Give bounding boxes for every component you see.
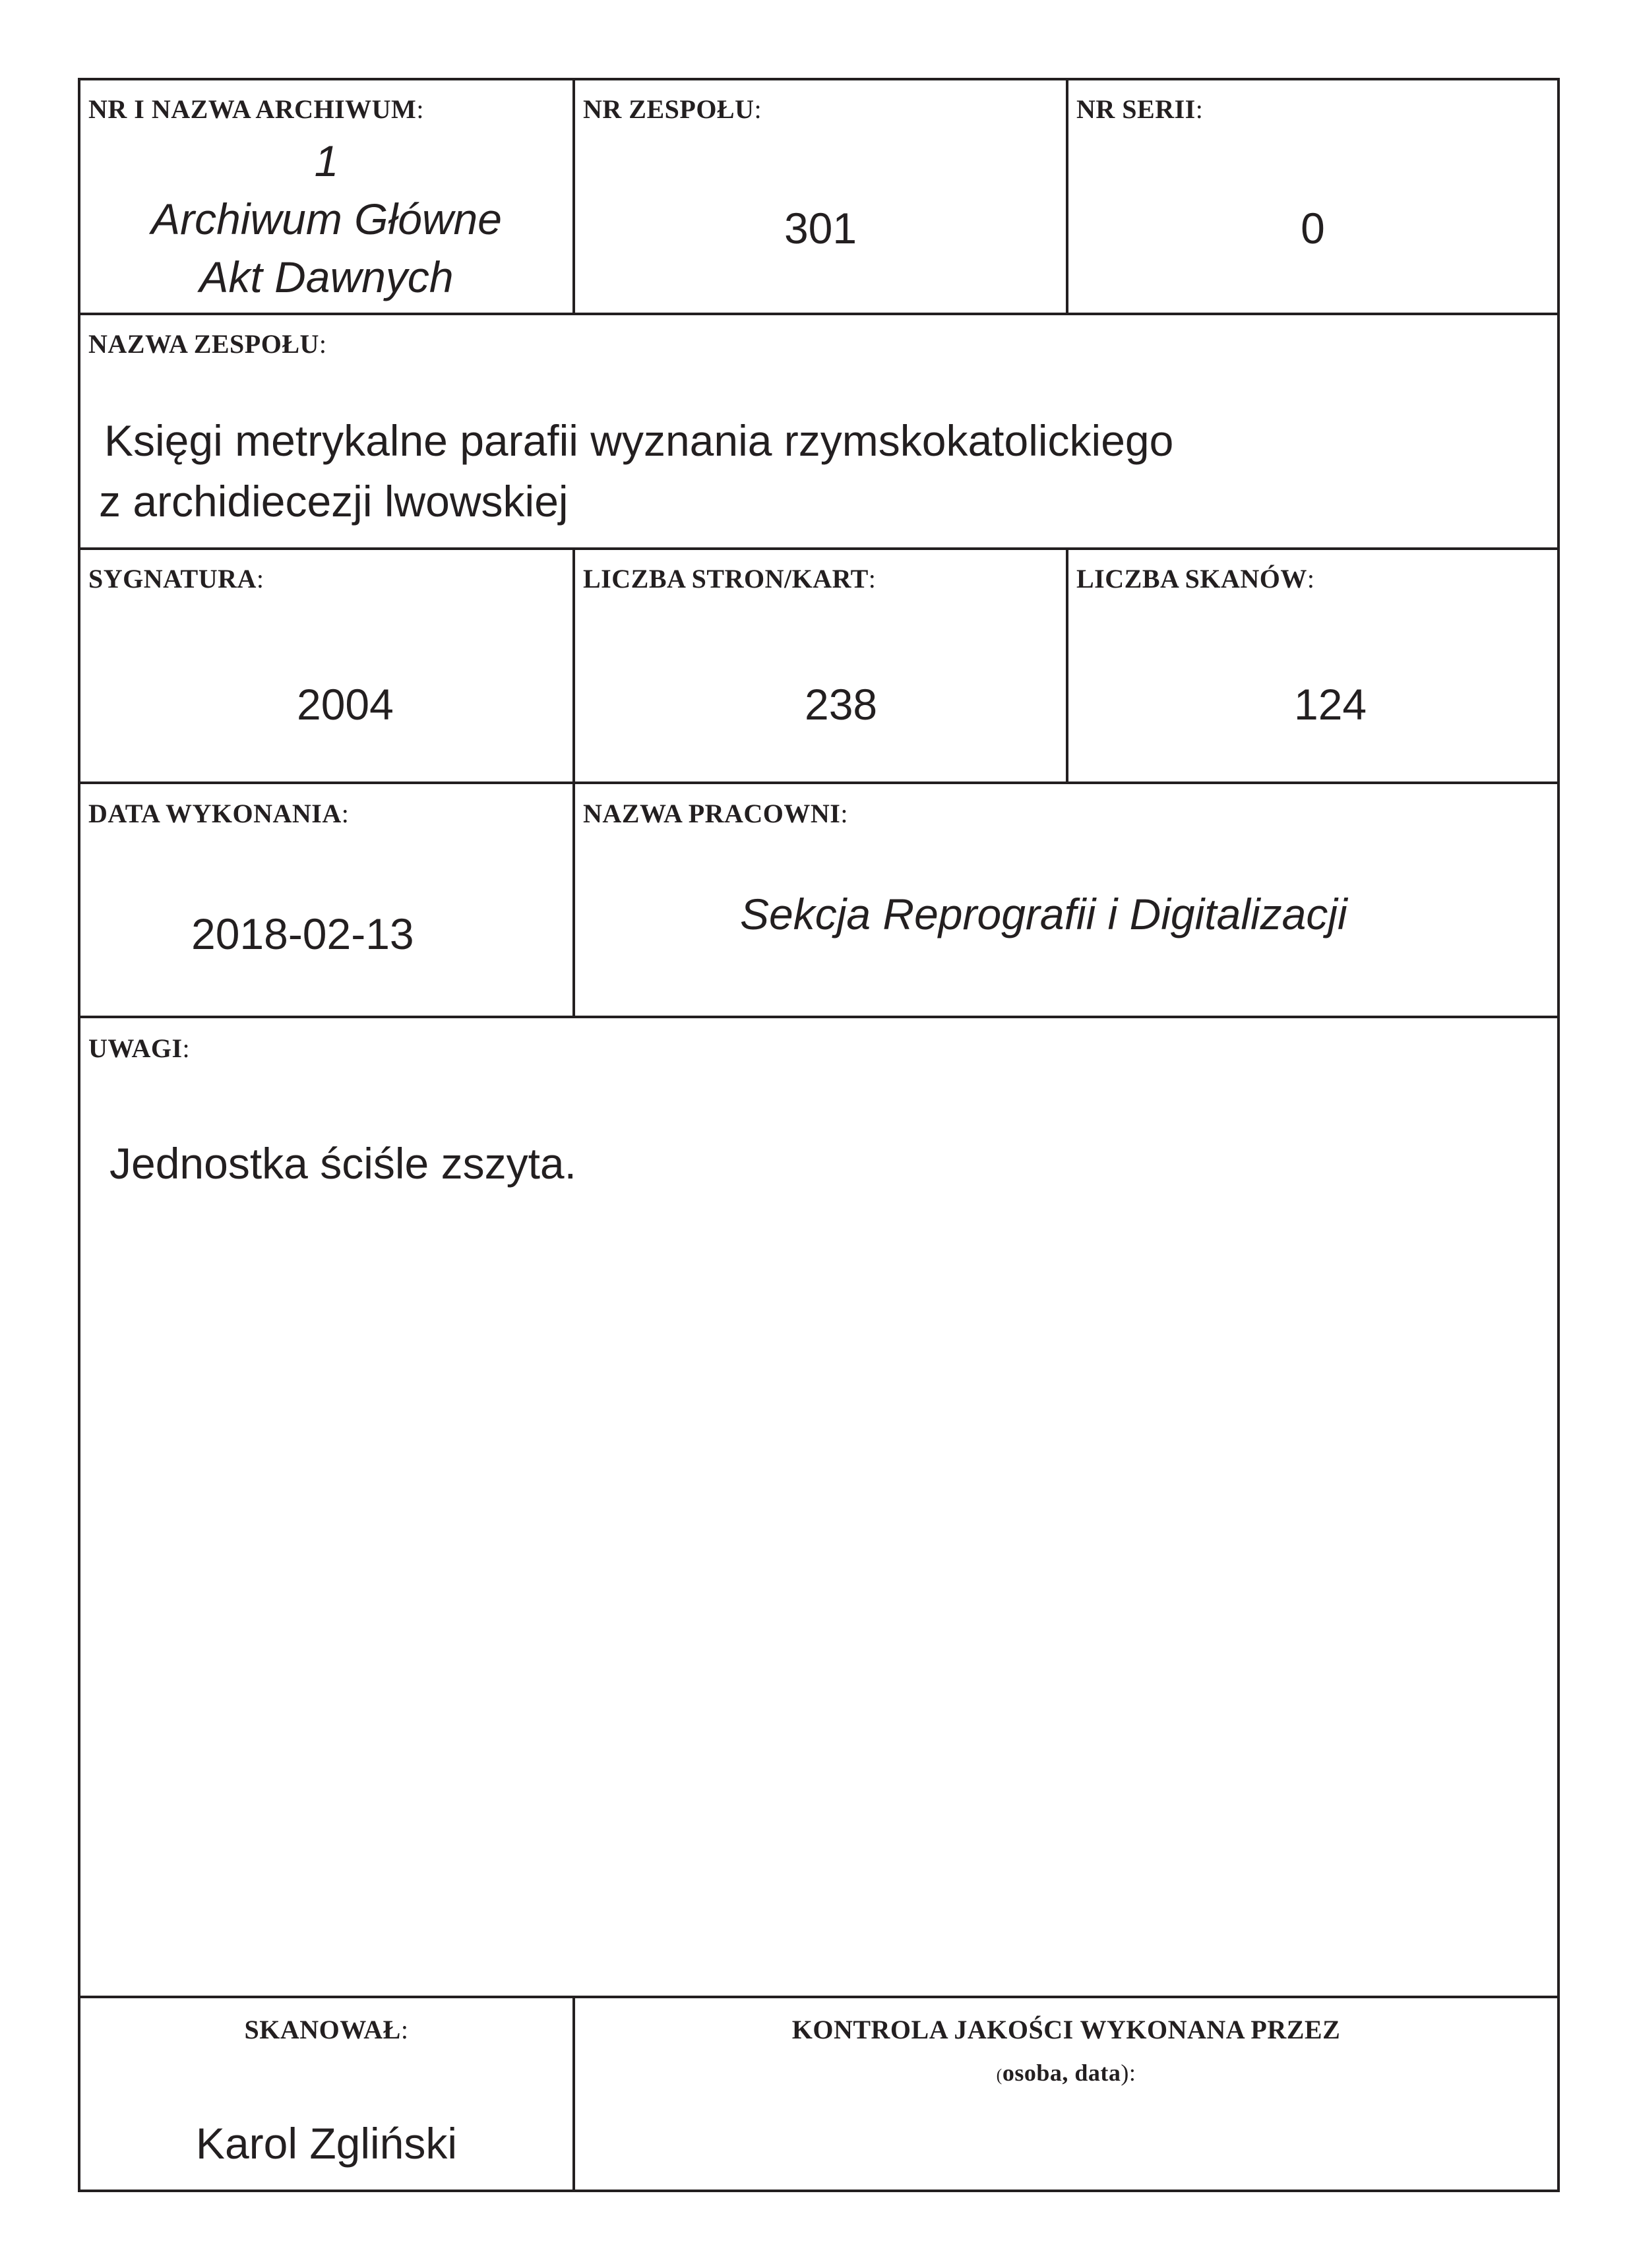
fonds-name-label: NAZWA ZESPOŁU:	[88, 329, 327, 359]
row-divider	[80, 313, 1557, 315]
column-divider	[1066, 80, 1068, 313]
column-divider	[1066, 547, 1068, 782]
signature-value: 2004	[297, 680, 394, 729]
remarks-label: UWAGI:	[88, 1033, 191, 1063]
row-divider	[80, 1996, 1557, 1998]
metadata-form	[78, 78, 1560, 2192]
fonds-name-line2: z archidiecezji lwowskiej	[99, 477, 569, 526]
archive-number: 1	[314, 137, 339, 185]
series-number-label: NR SERII:	[1076, 94, 1204, 124]
fonds-number-value: 301	[784, 204, 857, 253]
scan-count-label: LICZBA SKANÓW:	[1076, 564, 1315, 594]
row-divider	[80, 1016, 1557, 1018]
workshop-label: NAZWA PRACOWNI:	[583, 799, 848, 828]
scanned-by-value: Karol Zgliński	[195, 2119, 458, 2168]
execution-date-value: 2018-02-13	[191, 909, 414, 958]
series-number-value: 0	[1301, 204, 1325, 253]
archive-label: NR I NAZWA ARCHIWUM:	[88, 94, 424, 124]
column-divider	[572, 782, 575, 1016]
archive-name-line1: Archiwum Główne	[151, 195, 502, 243]
page-count-value: 238	[805, 680, 878, 729]
row-divider	[80, 547, 1557, 550]
remarks-value: Jednostka ściśle zszyta.	[109, 1139, 576, 1188]
archive-name	[80, 132, 572, 306]
quality-control-label: KONTROLA JAKOŚCI WYKONANA PRZEZ	[791, 2015, 1341, 2044]
fonds-name-value	[99, 410, 1174, 532]
fonds-number-label: NR ZESPOŁU:	[583, 94, 762, 124]
workshop-value: Sekcja Reprografii i Digitalizacji	[740, 890, 1347, 938]
column-divider	[572, 80, 575, 313]
scan-count-value: 124	[1294, 680, 1367, 729]
execution-date-label: DATA WYKONANIA:	[88, 799, 350, 828]
archive-name-line2: Akt Dawnych	[199, 253, 454, 301]
row-divider	[80, 782, 1557, 784]
fonds-name-line1: Księgi metrykalne parafii wyznania rzymskokatolickiego	[104, 416, 1174, 465]
scanned-by-label: SKANOWAŁ:	[244, 2015, 409, 2044]
quality-control-sublabel: (osoba, data):	[996, 2060, 1136, 2086]
page-count-label: LICZBA STRON/KART:	[583, 564, 877, 594]
column-divider	[572, 547, 575, 782]
signature-label: SYGNATURA:	[88, 564, 264, 594]
